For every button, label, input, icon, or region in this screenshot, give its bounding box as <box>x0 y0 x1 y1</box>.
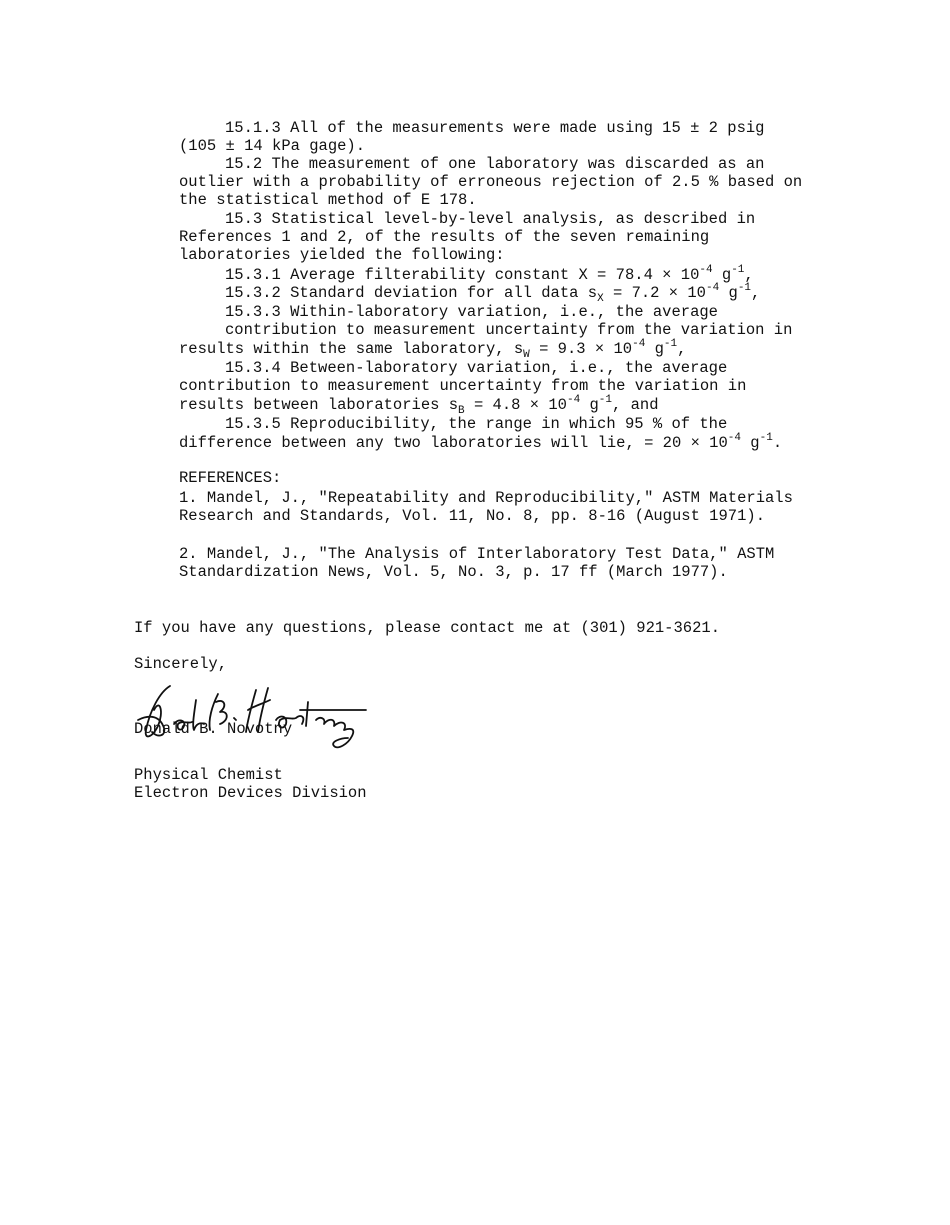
s1532-text: 15.3.2 Standard deviation for all data s <box>225 284 598 302</box>
s1531-unit-exponent: -1 <box>731 264 745 276</box>
s1534-exponent: -4 <box>566 394 581 406</box>
section-15-3-1 <box>225 266 754 286</box>
section-15-1-3-line2: (105 ± 14 kPa gage). <box>179 137 366 155</box>
s1535-unit: g <box>741 434 760 452</box>
s1534-value: = 4.8 × 10 <box>464 396 567 414</box>
s1532-end: , <box>751 284 761 302</box>
section-15-3-3-line2: contribution to measurement uncertainty from the variation in <box>225 321 793 339</box>
s1533-value: = 9.3 × 10 <box>529 340 633 358</box>
section-15-2-line2: outlier with a probability of erroneous rejection of 2.5 % based on <box>179 173 803 191</box>
signer-name: Donald B. Novotny <box>134 720 293 738</box>
section-15-3-2 <box>225 284 760 304</box>
section-15-3-line2: References 1 and 2, of the results of the seven remaining <box>179 228 710 246</box>
s1533-subscript: W <box>523 349 530 361</box>
section-15-3-4-line3 <box>179 396 659 416</box>
s1534-subscript: B <box>458 405 465 417</box>
section-15-3-5-line1: 15.3.5 Reproducibility, the range in which 95 % of the <box>225 415 728 433</box>
s1531-unit: g <box>712 266 732 284</box>
reference-1-line2: Research and Standards, Vol. 11, No. 8, pp. 8-16 (August 1971). <box>179 507 765 525</box>
s1535-exponent: -4 <box>727 432 741 444</box>
references-heading: REFERENCES: <box>179 469 282 487</box>
s1534-end: , and <box>612 396 659 414</box>
section-15-2-line3: the statistical method of E 178. <box>179 191 477 209</box>
section-15-3-line3: laboratories yielded the following: <box>179 246 505 264</box>
s1535-end: . <box>772 434 783 452</box>
reference-2-line2: Standardization News, Vol. 5, No. 3, p. 17 ff (March 1977). <box>179 563 728 581</box>
signer-division: Electron Devices Division <box>134 784 367 802</box>
s1534-text: results between laboratories s <box>179 396 459 414</box>
section-15-3-3-line1: 15.3.3 Within-laboratory variation, i.e., the average <box>225 303 718 321</box>
s1532-value: = 7.2 × 10 <box>603 284 706 302</box>
s1533-text: results within the same laboratory, s <box>179 340 524 358</box>
salutation: Sincerely, <box>134 655 228 673</box>
reference-1-line1: 1. Mandel, J., "Repeatability and Reproducibility," ASTM Materials <box>179 489 793 507</box>
reference-2-line1: 2. Mandel, J., "The Analysis of Interlaboratory Test Data," ASTM <box>179 545 775 563</box>
section-15-1-3-line1: 15.1.3 All of the measurements were made using 15 ± 2 psig <box>225 119 765 137</box>
section-15-3-3-line3 <box>179 340 686 360</box>
s1531-exponent: -4 <box>699 264 713 276</box>
section-15-3-4-line1: 15.3.4 Between-laboratory variation, i.e., the average <box>225 359 728 377</box>
section-15-2-line1: 15.2 The measurement of one laboratory was discarded as an <box>225 155 765 173</box>
s1531-text: 15.3.1 Average filterability constant X = 78.4 × 10 <box>225 266 700 284</box>
s1532-exponent: -4 <box>706 282 720 294</box>
s1532-subscript: X <box>597 293 604 305</box>
section-15-3-4-line2: contribution to measurement uncertainty from the variation in <box>179 377 747 395</box>
s1531-end: , <box>744 266 754 284</box>
contact-line: If you have any questions, please contact me at (301) 921-3621. <box>134 619 720 637</box>
section-15-3-5-line2 <box>179 434 782 454</box>
s1534-unit: g <box>580 396 599 414</box>
section-15-3-line1: 15.3 Statistical level-by-level analysis, as described in <box>225 210 756 228</box>
s1532-unit: g <box>719 284 738 302</box>
signer-title: Physical Chemist <box>134 766 283 784</box>
s1533-unit-exponent: -1 <box>663 338 678 350</box>
s1534-unit-exponent: -1 <box>598 394 612 406</box>
s1535-unit-exponent: -1 <box>759 432 773 444</box>
s1533-end: , <box>677 340 687 358</box>
s1533-exponent: -4 <box>632 338 646 350</box>
s1533-unit: g <box>645 340 664 358</box>
s1532-unit-exponent: -1 <box>737 282 752 294</box>
s1535-text: difference between any two laboratories will lie, = 20 × 10 <box>179 434 728 452</box>
